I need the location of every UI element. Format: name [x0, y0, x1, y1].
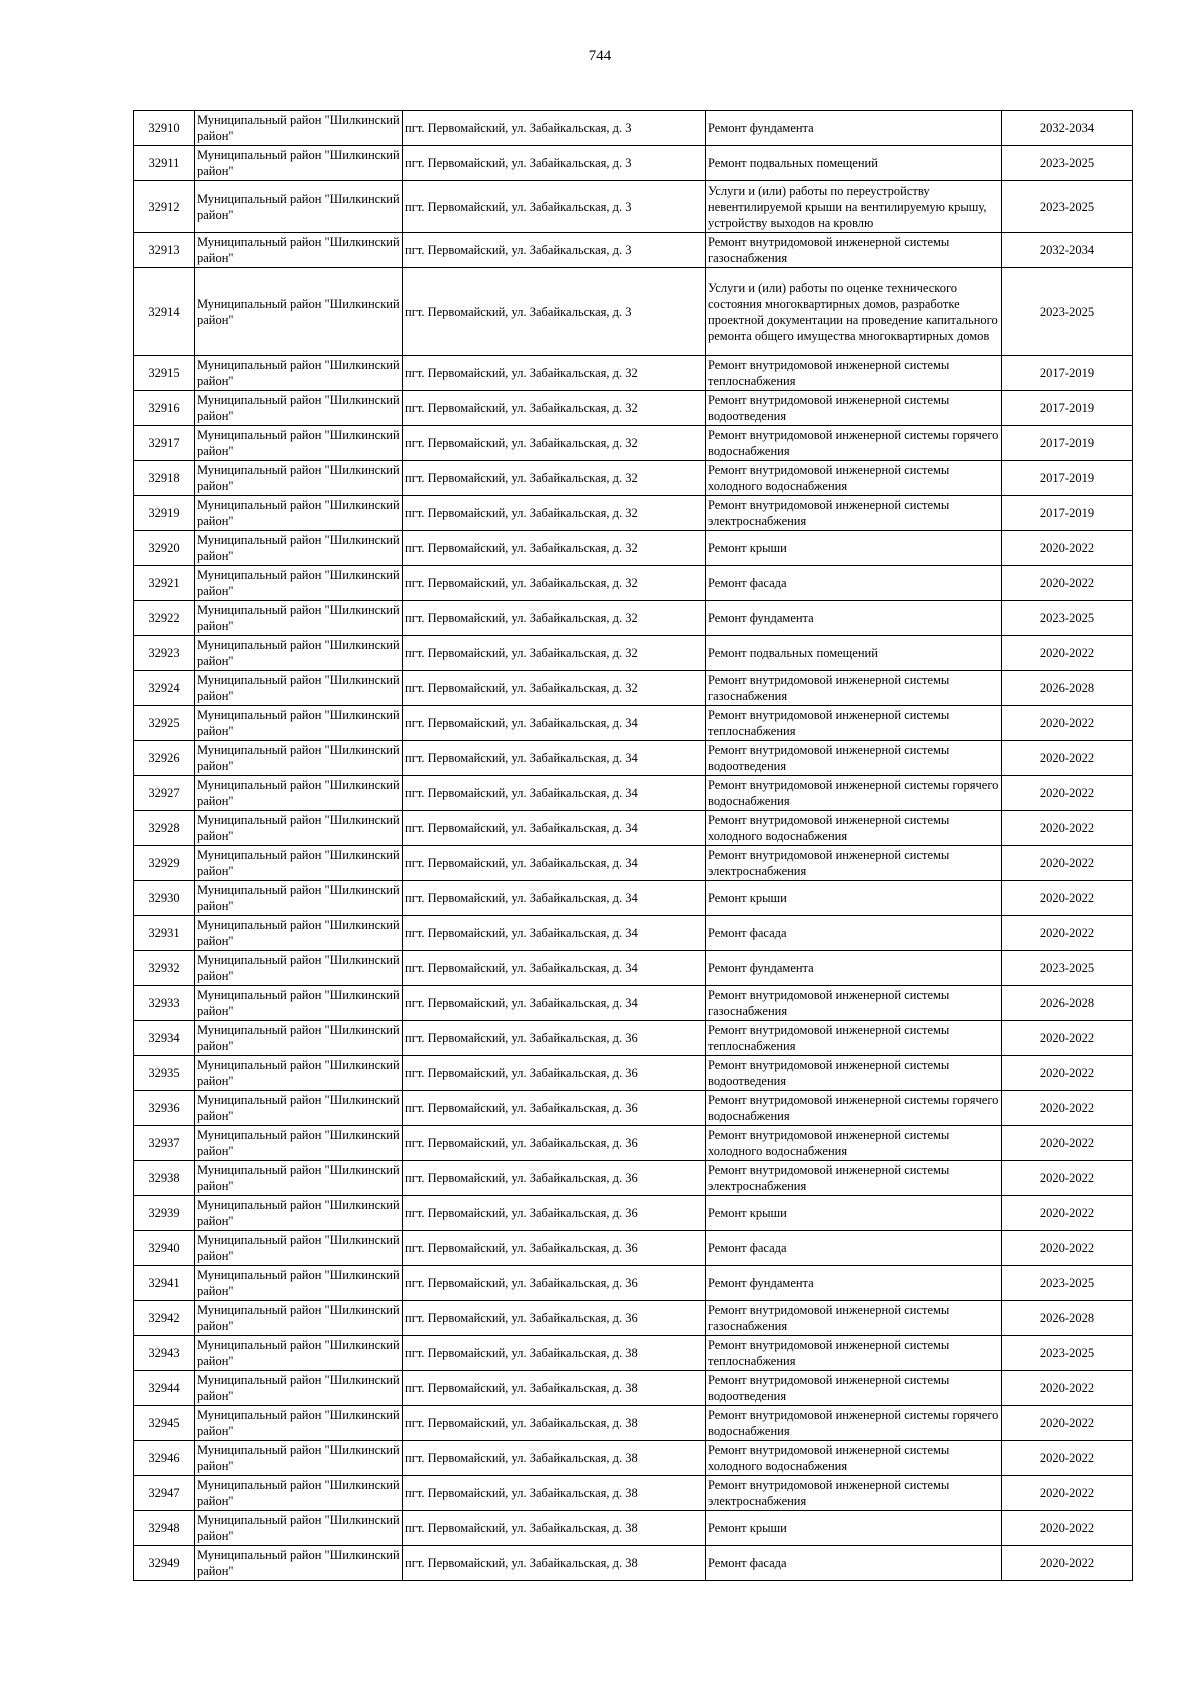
- work-type-cell: Ремонт внутридомовой инженерной системы теплоснабжения: [706, 356, 1002, 391]
- row-number-cell: 32938: [134, 1161, 195, 1196]
- municipality-cell: Муниципальный район "Шилкинский район": [195, 916, 403, 951]
- period-cell: 2023-2025: [1002, 601, 1133, 636]
- table-row: [134, 233, 1133, 268]
- municipality-cell: Муниципальный район "Шилкинский район": [195, 1161, 403, 1196]
- row-number-cell: 32924: [134, 671, 195, 706]
- table-row: [134, 741, 1133, 776]
- row-number-cell: 32948: [134, 1511, 195, 1546]
- address-cell: пгт. Первомайский, ул. Забайкальская, д. 36: [403, 1091, 706, 1126]
- work-type-cell: Ремонт внутридомовой инженерной системы газоснабжения: [706, 986, 1002, 1021]
- row-number-cell: 32922: [134, 601, 195, 636]
- period-cell: 2020-2022: [1002, 1056, 1133, 1091]
- municipality-cell: Муниципальный район "Шилкинский район": [195, 951, 403, 986]
- period-cell: 2020-2022: [1002, 1231, 1133, 1266]
- address-cell: пгт. Первомайский, ул. Забайкальская, д. 34: [403, 951, 706, 986]
- municipality-cell: Муниципальный район "Шилкинский район": [195, 1336, 403, 1371]
- row-number-cell: 32933: [134, 986, 195, 1021]
- period-cell: 2020-2022: [1002, 1126, 1133, 1161]
- page-number: 744: [588, 48, 612, 64]
- period-cell: 2023-2025: [1002, 1336, 1133, 1371]
- address-cell: пгт. Первомайский, ул. Забайкальская, д. 38: [403, 1476, 706, 1511]
- municipality-cell: Муниципальный район "Шилкинский район": [195, 566, 403, 601]
- work-type-cell: Ремонт внутридомовой инженерной системы горячего водоснабжения: [706, 776, 1002, 811]
- table-row: [134, 391, 1133, 426]
- work-type-cell: Ремонт фасада: [706, 1546, 1002, 1581]
- table-row: [134, 636, 1133, 671]
- period-cell: 2020-2022: [1002, 531, 1133, 566]
- period-cell: 2023-2025: [1002, 1266, 1133, 1301]
- work-type-cell: Ремонт фундамента: [706, 951, 1002, 986]
- period-cell: 2017-2019: [1002, 426, 1133, 461]
- work-type-cell: Ремонт фундамента: [706, 111, 1002, 146]
- row-number-cell: 32913: [134, 233, 195, 268]
- work-type-cell: Ремонт внутридомовой инженерной системы электроснабжения: [706, 1476, 1002, 1511]
- address-cell: пгт. Первомайский, ул. Забайкальская, д. 38: [403, 1406, 706, 1441]
- work-type-cell: Ремонт внутридомовой инженерной системы водоотведения: [706, 741, 1002, 776]
- address-cell: пгт. Первомайский, ул. Забайкальская, д. 34: [403, 846, 706, 881]
- period-cell: 2020-2022: [1002, 1371, 1133, 1406]
- address-cell: пгт. Первомайский, ул. Забайкальская, д. 34: [403, 811, 706, 846]
- row-number-cell: 32943: [134, 1336, 195, 1371]
- row-number-cell: 32946: [134, 1441, 195, 1476]
- table-row: [134, 496, 1133, 531]
- table-row: [134, 1336, 1133, 1371]
- table-row: [134, 1546, 1133, 1581]
- work-type-cell: Ремонт внутридомовой инженерной системы холодного водоснабжения: [706, 461, 1002, 496]
- row-number-cell: 32934: [134, 1021, 195, 1056]
- table-row: [134, 1196, 1133, 1231]
- row-number-cell: 32918: [134, 461, 195, 496]
- municipality-cell: Муниципальный район "Шилкинский район": [195, 1441, 403, 1476]
- work-type-cell: Ремонт внутридомовой инженерной системы горячего водоснабжения: [706, 426, 1002, 461]
- address-cell: пгт. Первомайский, ул. Забайкальская, д. 38: [403, 1511, 706, 1546]
- address-cell: пгт. Первомайский, ул. Забайкальская, д. 3: [403, 181, 706, 233]
- work-type-cell: Ремонт внутридомовой инженерной системы горячего водоснабжения: [706, 1091, 1002, 1126]
- work-type-cell: Ремонт фундамента: [706, 1266, 1002, 1301]
- address-cell: пгт. Первомайский, ул. Забайкальская, д. 36: [403, 1056, 706, 1091]
- municipality-cell: Муниципальный район "Шилкинский район": [195, 846, 403, 881]
- address-cell: пгт. Первомайский, ул. Забайкальская, д. 34: [403, 706, 706, 741]
- table-row: [134, 881, 1133, 916]
- address-cell: пгт. Первомайский, ул. Забайкальская, д. 32: [403, 531, 706, 566]
- period-cell: 2020-2022: [1002, 916, 1133, 951]
- table-row: [134, 566, 1133, 601]
- table-row: [134, 461, 1133, 496]
- table-row: [134, 1406, 1133, 1441]
- address-cell: пгт. Первомайский, ул. Забайкальская, д. 32: [403, 461, 706, 496]
- municipality-cell: Муниципальный район "Шилкинский район": [195, 461, 403, 496]
- municipality-cell: Муниципальный район "Шилкинский район": [195, 356, 403, 391]
- period-cell: 2020-2022: [1002, 1021, 1133, 1056]
- table-row: [134, 671, 1133, 706]
- table-row: [134, 601, 1133, 636]
- period-cell: 2017-2019: [1002, 391, 1133, 426]
- period-cell: 2026-2028: [1002, 1301, 1133, 1336]
- municipality-cell: Муниципальный район "Шилкинский район": [195, 881, 403, 916]
- municipality-cell: Муниципальный район "Шилкинский район": [195, 233, 403, 268]
- period-cell: 2020-2022: [1002, 1476, 1133, 1511]
- work-type-cell: Ремонт подвальных помещений: [706, 636, 1002, 671]
- address-cell: пгт. Первомайский, ул. Забайкальская, д. 36: [403, 1161, 706, 1196]
- table-row: [134, 111, 1133, 146]
- address-cell: пгт. Первомайский, ул. Забайкальская, д. 32: [403, 671, 706, 706]
- municipality-cell: Муниципальный район "Шилкинский район": [195, 636, 403, 671]
- table-row: [134, 951, 1133, 986]
- table-row: [134, 1056, 1133, 1091]
- work-type-cell: Ремонт крыши: [706, 881, 1002, 916]
- address-cell: пгт. Первомайский, ул. Забайкальская, д. 34: [403, 776, 706, 811]
- work-type-cell: Ремонт внутридомовой инженерной системы холодного водоснабжения: [706, 1441, 1002, 1476]
- table-row: [134, 1021, 1133, 1056]
- period-cell: 2020-2022: [1002, 566, 1133, 601]
- municipality-cell: Муниципальный район "Шилкинский район": [195, 986, 403, 1021]
- period-cell: 2020-2022: [1002, 811, 1133, 846]
- work-type-cell: Ремонт внутридомовой инженерной системы водоотведения: [706, 1056, 1002, 1091]
- address-cell: пгт. Первомайский, ул. Забайкальская, д. 38: [403, 1336, 706, 1371]
- period-cell: 2032-2034: [1002, 233, 1133, 268]
- municipality-cell: Муниципальный район "Шилкинский район": [195, 776, 403, 811]
- work-type-cell: Ремонт внутридомовой инженерной системы горячего водоснабжения: [706, 1406, 1002, 1441]
- table-row: [134, 146, 1133, 181]
- period-cell: 2026-2028: [1002, 986, 1133, 1021]
- row-number-cell: 32917: [134, 426, 195, 461]
- address-cell: пгт. Первомайский, ул. Забайкальская, д. 3: [403, 233, 706, 268]
- municipality-cell: Муниципальный район "Шилкинский район": [195, 111, 403, 146]
- period-cell: 2020-2022: [1002, 1091, 1133, 1126]
- period-cell: 2020-2022: [1002, 706, 1133, 741]
- address-cell: пгт. Первомайский, ул. Забайкальская, д. 34: [403, 881, 706, 916]
- table-row: [134, 1161, 1133, 1196]
- period-cell: 2020-2022: [1002, 636, 1133, 671]
- table-row: [134, 776, 1133, 811]
- row-number-cell: 32914: [134, 268, 195, 356]
- table-row: [134, 531, 1133, 566]
- address-cell: пгт. Первомайский, ул. Забайкальская, д. 36: [403, 1301, 706, 1336]
- period-cell: 2017-2019: [1002, 496, 1133, 531]
- table-row: [134, 1441, 1133, 1476]
- period-cell: 2020-2022: [1002, 1511, 1133, 1546]
- municipality-cell: Муниципальный район "Шилкинский район": [195, 1126, 403, 1161]
- work-type-cell: Ремонт крыши: [706, 1196, 1002, 1231]
- address-cell: пгт. Первомайский, ул. Забайкальская, д. 32: [403, 426, 706, 461]
- municipality-cell: Муниципальный район "Шилкинский район": [195, 1301, 403, 1336]
- period-cell: 2020-2022: [1002, 881, 1133, 916]
- address-cell: пгт. Первомайский, ул. Забайкальская, д. 36: [403, 1021, 706, 1056]
- address-cell: пгт. Первомайский, ул. Забайкальская, д. 38: [403, 1441, 706, 1476]
- period-cell: 2020-2022: [1002, 776, 1133, 811]
- work-type-cell: Услуги и (или) работы по переустройству невентилируемой крыши на вентилируемую крышу, устройству выходов на кровлю: [706, 181, 1002, 233]
- period-cell: 2023-2025: [1002, 181, 1133, 233]
- work-type-cell: Ремонт фундамента: [706, 601, 1002, 636]
- address-cell: пгт. Первомайский, ул. Забайкальская, д. 32: [403, 496, 706, 531]
- work-type-cell: Ремонт внутридомовой инженерной системы водоотведения: [706, 391, 1002, 426]
- address-cell: пгт. Первомайский, ул. Забайкальская, д. 36: [403, 1196, 706, 1231]
- row-number-cell: 32949: [134, 1546, 195, 1581]
- address-cell: пгт. Первомайский, ул. Забайкальская, д. 32: [403, 636, 706, 671]
- work-type-cell: Ремонт фасада: [706, 1231, 1002, 1266]
- table-row: [134, 1126, 1133, 1161]
- row-number-cell: 32929: [134, 846, 195, 881]
- municipality-cell: Муниципальный район "Шилкинский район": [195, 741, 403, 776]
- work-type-cell: Ремонт фасада: [706, 566, 1002, 601]
- municipality-cell: Муниципальный район "Шилкинский район": [195, 1021, 403, 1056]
- municipality-cell: Муниципальный район "Шилкинский район": [195, 811, 403, 846]
- period-cell: 2020-2022: [1002, 1196, 1133, 1231]
- municipality-cell: Муниципальный район "Шилкинский район": [195, 1546, 403, 1581]
- address-cell: пгт. Первомайский, ул. Забайкальская, д. 34: [403, 741, 706, 776]
- work-type-cell: Ремонт внутридомовой инженерной системы газоснабжения: [706, 1301, 1002, 1336]
- municipality-cell: Муниципальный район "Шилкинский район": [195, 1511, 403, 1546]
- address-cell: пгт. Первомайский, ул. Забайкальская, д. 34: [403, 916, 706, 951]
- period-cell: 2026-2028: [1002, 671, 1133, 706]
- row-number-cell: 32940: [134, 1231, 195, 1266]
- address-cell: пгт. Первомайский, ул. Забайкальская, д. 32: [403, 566, 706, 601]
- municipality-cell: Муниципальный район "Шилкинский район": [195, 706, 403, 741]
- row-number-cell: 32915: [134, 356, 195, 391]
- municipality-cell: Муниципальный район "Шилкинский район": [195, 1091, 403, 1126]
- address-cell: пгт. Первомайский, ул. Забайкальская, д. 36: [403, 1126, 706, 1161]
- row-number-cell: 32920: [134, 531, 195, 566]
- municipality-cell: Муниципальный район "Шилкинский район": [195, 1231, 403, 1266]
- period-cell: 2023-2025: [1002, 146, 1133, 181]
- period-cell: 2023-2025: [1002, 268, 1133, 356]
- work-type-cell: Ремонт крыши: [706, 1511, 1002, 1546]
- work-type-cell: Ремонт фасада: [706, 916, 1002, 951]
- row-number-cell: 32937: [134, 1126, 195, 1161]
- row-number-cell: 32925: [134, 706, 195, 741]
- table-row: [134, 916, 1133, 951]
- municipality-cell: Муниципальный район "Шилкинский район": [195, 496, 403, 531]
- work-type-cell: Ремонт внутридомовой инженерной системы теплоснабжения: [706, 1336, 1002, 1371]
- municipality-cell: Муниципальный район "Шилкинский район": [195, 531, 403, 566]
- table-row: [134, 986, 1133, 1021]
- municipality-cell: Муниципальный район "Шилкинский район": [195, 1196, 403, 1231]
- period-cell: 2020-2022: [1002, 1161, 1133, 1196]
- work-type-cell: Услуги и (или) работы по оценке технического состояния многоквартирных домов, разработке проектной документации на проведение капитального ремонта общего имущества многоквартирных домов: [706, 268, 1002, 356]
- period-cell: 2020-2022: [1002, 1441, 1133, 1476]
- work-type-cell: Ремонт внутридомовой инженерной системы холодного водоснабжения: [706, 1126, 1002, 1161]
- table-row: [134, 1511, 1133, 1546]
- row-number-cell: 32931: [134, 916, 195, 951]
- row-number-cell: 32919: [134, 496, 195, 531]
- row-number-cell: 32928: [134, 811, 195, 846]
- row-number-cell: 32935: [134, 1056, 195, 1091]
- table-row: [134, 1091, 1133, 1126]
- municipality-cell: Муниципальный район "Шилкинский район": [195, 671, 403, 706]
- row-number-cell: 32927: [134, 776, 195, 811]
- work-type-cell: Ремонт подвальных помещений: [706, 146, 1002, 181]
- period-cell: 2017-2019: [1002, 461, 1133, 496]
- address-cell: пгт. Первомайский, ул. Забайкальская, д. 3: [403, 146, 706, 181]
- table-row: [134, 1371, 1133, 1406]
- address-cell: пгт. Первомайский, ул. Забайкальская, д. 32: [403, 391, 706, 426]
- row-number-cell: 32945: [134, 1406, 195, 1441]
- table-row: [134, 181, 1133, 233]
- period-cell: 2020-2022: [1002, 741, 1133, 776]
- municipality-cell: Муниципальный район "Шилкинский район": [195, 1476, 403, 1511]
- work-type-cell: Ремонт внутридомовой инженерной системы электроснабжения: [706, 496, 1002, 531]
- table-row: [134, 1266, 1133, 1301]
- row-number-cell: 32947: [134, 1476, 195, 1511]
- table-row: [134, 356, 1133, 391]
- row-number-cell: 32921: [134, 566, 195, 601]
- table-row: [134, 706, 1133, 741]
- work-type-cell: Ремонт крыши: [706, 531, 1002, 566]
- address-cell: пгт. Первомайский, ул. Забайкальская, д. 38: [403, 1546, 706, 1581]
- row-number-cell: 32939: [134, 1196, 195, 1231]
- municipality-cell: Муниципальный район "Шилкинский район": [195, 1056, 403, 1091]
- municipality-cell: Муниципальный район "Шилкинский район": [195, 1406, 403, 1441]
- work-type-cell: Ремонт внутридомовой инженерной системы газоснабжения: [706, 671, 1002, 706]
- table-row: [134, 1301, 1133, 1336]
- address-cell: пгт. Первомайский, ул. Забайкальская, д. 3: [403, 268, 706, 356]
- row-number-cell: 32926: [134, 741, 195, 776]
- row-number-cell: 32930: [134, 881, 195, 916]
- row-number-cell: 32942: [134, 1301, 195, 1336]
- municipality-cell: Муниципальный район "Шилкинский район": [195, 1266, 403, 1301]
- address-cell: пгт. Первомайский, ул. Забайкальская, д. 32: [403, 601, 706, 636]
- period-cell: 2020-2022: [1002, 1546, 1133, 1581]
- address-cell: пгт. Первомайский, ул. Забайкальская, д. 34: [403, 986, 706, 1021]
- period-cell: 2020-2022: [1002, 1406, 1133, 1441]
- table-row: [134, 426, 1133, 461]
- work-type-cell: Ремонт внутридомовой инженерной системы электроснабжения: [706, 846, 1002, 881]
- municipality-cell: Муниципальный район "Шилкинский район": [195, 268, 403, 356]
- row-number-cell: 32944: [134, 1371, 195, 1406]
- address-cell: пгт. Первомайский, ул. Забайкальская, д. 32: [403, 356, 706, 391]
- work-type-cell: Ремонт внутридомовой инженерной системы теплоснабжения: [706, 706, 1002, 741]
- work-type-cell: Ремонт внутридомовой инженерной системы водоотведения: [706, 1371, 1002, 1406]
- row-number-cell: 32916: [134, 391, 195, 426]
- row-number-cell: 32936: [134, 1091, 195, 1126]
- table-row: [134, 268, 1133, 356]
- work-type-cell: Ремонт внутридомовой инженерной системы холодного водоснабжения: [706, 811, 1002, 846]
- table-row: [134, 1476, 1133, 1511]
- address-cell: пгт. Первомайский, ул. Забайкальская, д. 36: [403, 1231, 706, 1266]
- municipality-cell: Муниципальный район "Шилкинский район": [195, 601, 403, 636]
- table-body: [134, 111, 1133, 1581]
- address-cell: пгт. Первомайский, ул. Забайкальская, д. 38: [403, 1371, 706, 1406]
- row-number-cell: 32941: [134, 1266, 195, 1301]
- row-number-cell: 32912: [134, 181, 195, 233]
- municipality-cell: Муниципальный район "Шилкинский район": [195, 391, 403, 426]
- row-number-cell: 32911: [134, 146, 195, 181]
- table-row: [134, 1231, 1133, 1266]
- period-cell: 2023-2025: [1002, 951, 1133, 986]
- row-number-cell: 32923: [134, 636, 195, 671]
- period-cell: 2017-2019: [1002, 356, 1133, 391]
- municipality-cell: Муниципальный район "Шилкинский район": [195, 181, 403, 233]
- address-cell: пгт. Первомайский, ул. Забайкальская, д. 36: [403, 1266, 706, 1301]
- work-type-cell: Ремонт внутридомовой инженерной системы газоснабжения: [706, 233, 1002, 268]
- work-type-cell: Ремонт внутридомовой инженерной системы теплоснабжения: [706, 1021, 1002, 1056]
- repair-schedule-table: [133, 110, 1133, 1581]
- municipality-cell: Муниципальный район "Шилкинский район": [195, 146, 403, 181]
- row-number-cell: 32932: [134, 951, 195, 986]
- table-row: [134, 846, 1133, 881]
- period-cell: 2020-2022: [1002, 846, 1133, 881]
- work-type-cell: Ремонт внутридомовой инженерной системы электроснабжения: [706, 1161, 1002, 1196]
- municipality-cell: Муниципальный район "Шилкинский район": [195, 1371, 403, 1406]
- table-row: [134, 811, 1133, 846]
- address-cell: пгт. Первомайский, ул. Забайкальская, д. 3: [403, 111, 706, 146]
- row-number-cell: 32910: [134, 111, 195, 146]
- period-cell: 2032-2034: [1002, 111, 1133, 146]
- municipality-cell: Муниципальный район "Шилкинский район": [195, 426, 403, 461]
